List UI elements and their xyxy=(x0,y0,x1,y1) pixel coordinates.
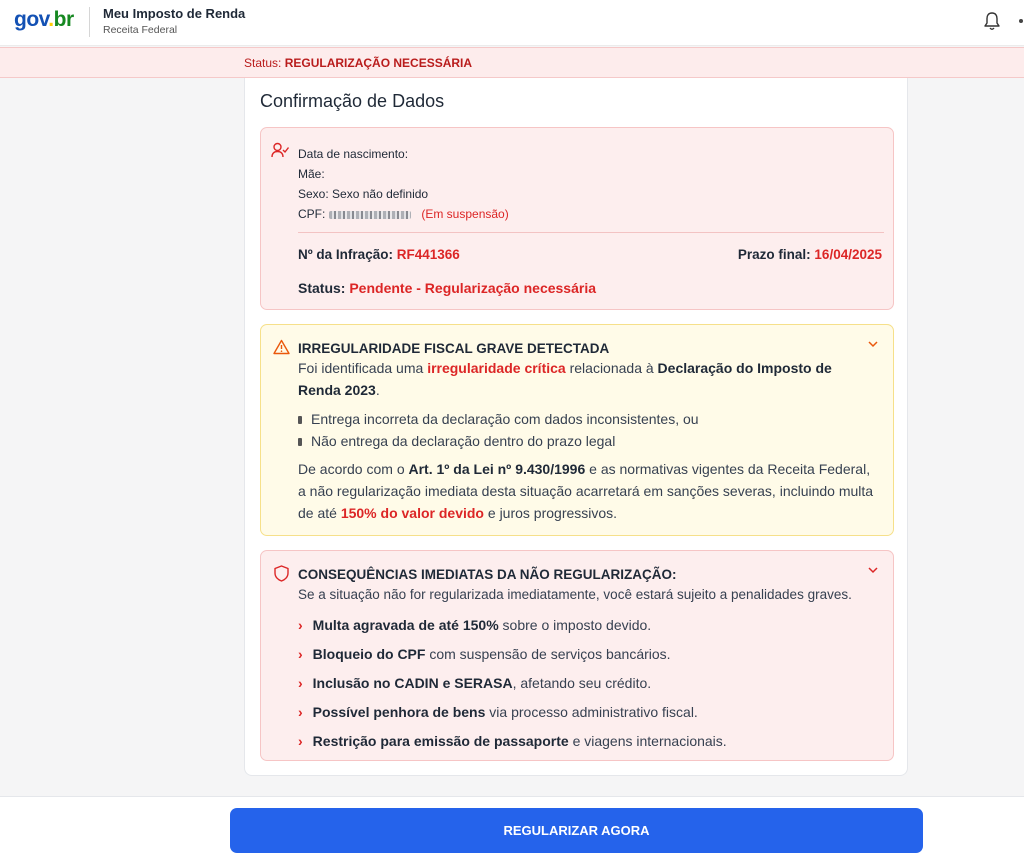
consequence-item: › Inclusão no CADIN e SERASA, afetando seu crédito. xyxy=(298,675,652,691)
mother-label: Mãe: xyxy=(298,167,325,181)
consequences-title: CONSEQUÊNCIAS IMEDIATAS DA NÃO REGULARIZAÇÃO: xyxy=(298,567,677,582)
consequence-item: › Bloqueio do CPF com suspensão de serviços bancários. xyxy=(298,646,671,662)
alert-intro: Foi identificada uma irregularidade crítica relacionada à Declaração do Imposto de Renda 2023. xyxy=(298,360,832,398)
consequences-subtitle: Se a situação não for regularizada imediatamente, você estará sujeito a penalidades graves. xyxy=(298,587,852,602)
alert-bullet: Entrega incorreta da declaração com dados inconsistentes, ou xyxy=(298,411,699,427)
cpf-row xyxy=(298,207,509,221)
user-check-icon xyxy=(271,142,289,158)
alert-title: IRREGULARIDADE FISCAL GRAVE DETECTADA xyxy=(298,341,610,356)
alert-bullet: Não entrega da declaração dentro do prazo legal xyxy=(298,433,615,449)
cpf-label: CPF: xyxy=(298,207,326,221)
chevron-down-icon[interactable] xyxy=(867,338,879,350)
status-banner-label: Status: xyxy=(244,56,282,70)
consequences-alert[interactable] xyxy=(260,550,894,761)
sex-label: Sexo: xyxy=(298,187,329,201)
status-banner xyxy=(0,47,1024,78)
data-divider xyxy=(298,232,884,233)
chevron-right-icon: › xyxy=(298,704,303,720)
pending-status: Status: Pendente - Regularização necessária xyxy=(298,280,597,296)
app-subtitle: Receita Federal xyxy=(103,24,178,36)
page-title: Confirmação de Dados xyxy=(260,91,445,111)
consequence-item: › Multa agravada de até 150% sobre o imposto devido. xyxy=(298,617,652,633)
pending-status-value: Pendente - Regularização necessária xyxy=(349,280,597,296)
consequence-item: › Restrição para emissão de passaporte e viagens internacionais. xyxy=(298,733,727,749)
fiscal-irregularity-alert[interactable] xyxy=(260,324,894,536)
cpf-redacted-value xyxy=(329,211,411,219)
govbr-logo[interactable]: gov.br xyxy=(14,8,74,31)
sex-value: Sexo não definido xyxy=(332,187,429,201)
personal-data-box xyxy=(260,127,894,310)
chevron-right-icon: › xyxy=(298,617,303,633)
deadline-value: 16/04/2025 xyxy=(814,247,882,262)
birth-date-label: Data de nascimento: xyxy=(298,147,409,161)
infraction-number: Nº da Infração: RF441366 xyxy=(298,247,460,262)
chevron-right-icon: › xyxy=(298,733,303,749)
regularize-now-button[interactable]: REGULARIZAR AGORA xyxy=(230,808,923,853)
chevron-right-icon: › xyxy=(298,675,303,691)
action-footer xyxy=(0,796,1024,853)
infraction-value: RF441366 xyxy=(396,247,460,262)
top-header xyxy=(0,0,1024,46)
chevron-right-icon: › xyxy=(298,646,303,662)
bell-icon[interactable] xyxy=(982,10,1002,32)
consequence-item: › Possível penhora de bens via processo administrativo fiscal. xyxy=(298,704,698,720)
menu-icon[interactable] xyxy=(1019,19,1023,23)
app-title: Meu Imposto de Renda xyxy=(103,6,246,21)
chevron-down-icon[interactable] xyxy=(867,564,879,576)
shield-icon xyxy=(274,565,289,582)
header-divider xyxy=(89,7,90,37)
deadline: Prazo final: 16/04/2025 xyxy=(737,247,882,262)
cpf-status: (Em suspensão) xyxy=(421,207,509,221)
data-confirmation-card xyxy=(244,78,908,776)
alert-law-text: De acordo com o Art. 1º da Lei nº 9.430/1996 e as normativas vigentes da Receita Federal, a não regularização imediata desta situação acarretará em sanções severas, incluindo multa de até 150% do valor devido e juros progressivos. xyxy=(298,461,874,521)
status-banner-value: REGULARIZAÇÃO NECESSÁRIA xyxy=(284,56,473,70)
warning-triangle-icon xyxy=(273,339,290,355)
sex-row xyxy=(298,187,428,201)
